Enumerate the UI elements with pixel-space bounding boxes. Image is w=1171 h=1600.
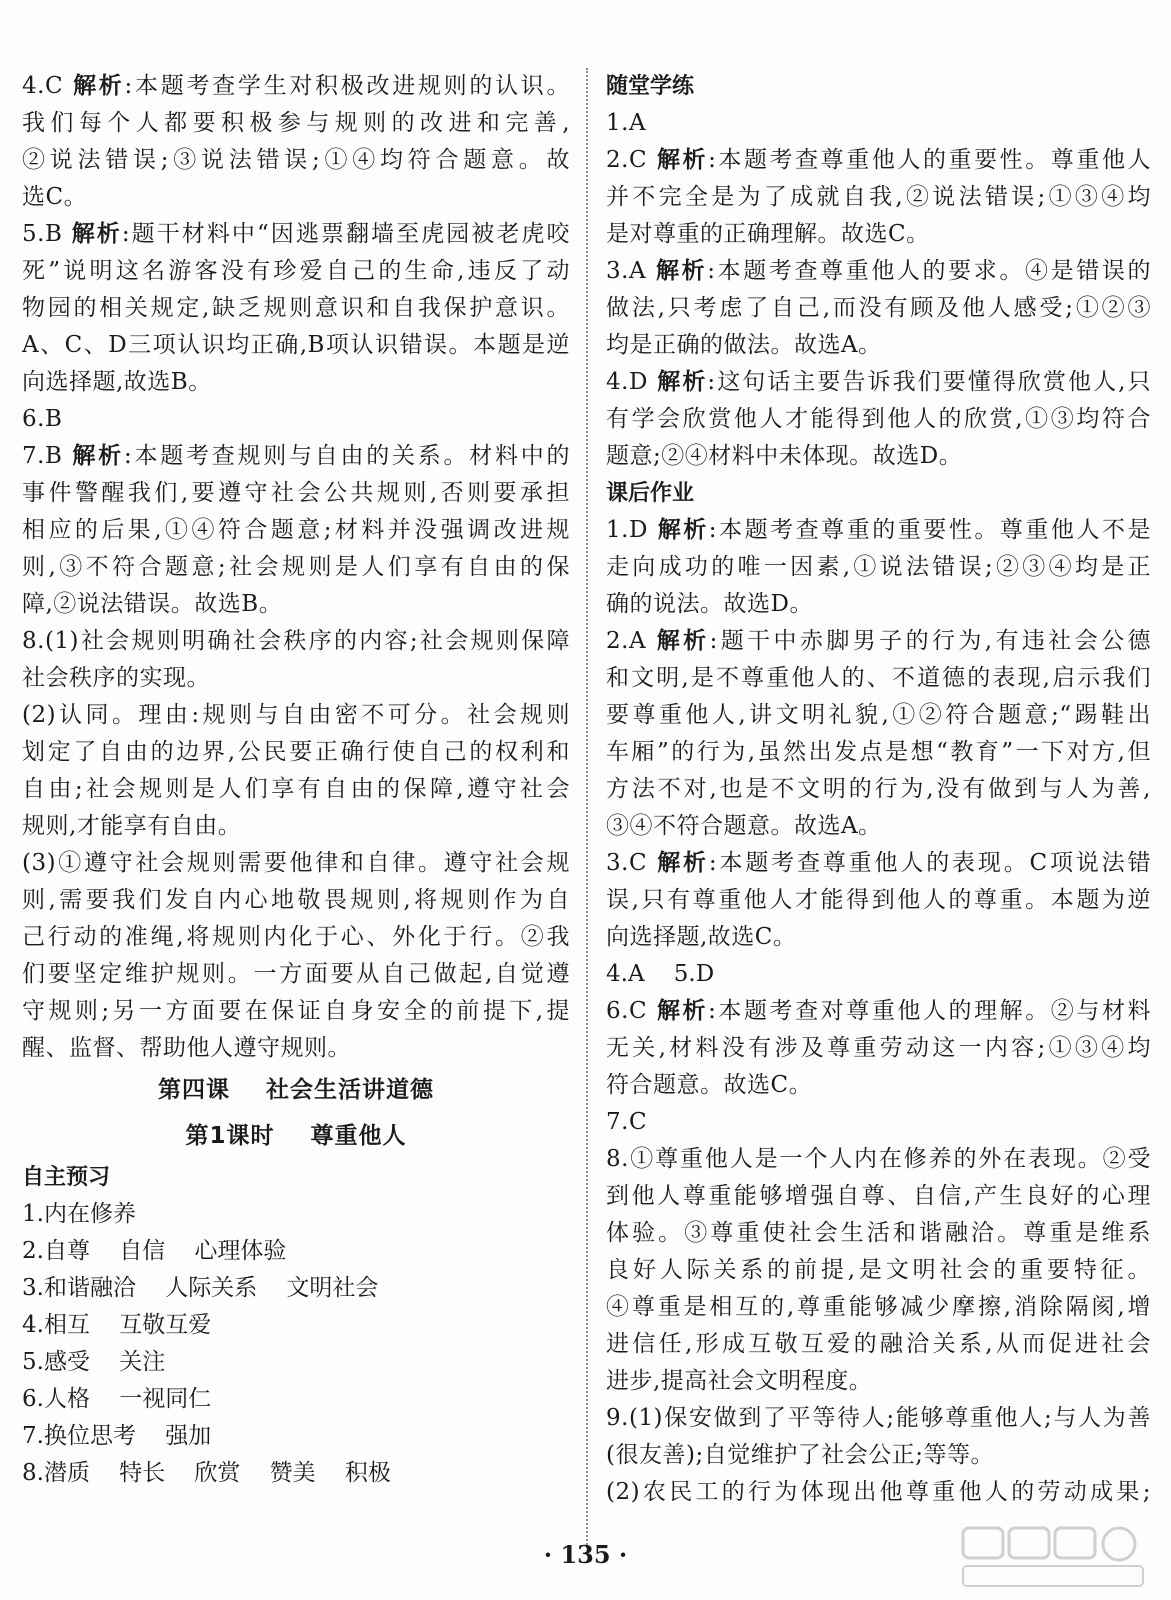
- answer-line: 自由;社会规则是人们享有自由的保障,遵守社会: [22, 776, 570, 802]
- answer-line: 无关,材料没有涉及尊重劳动这一内容;①③④均: [606, 1035, 1151, 1061]
- answer-line: 则,③不符合题意;社会规则是人们享有自由的保: [22, 554, 570, 580]
- answer-line: 9.(1)保安做到了平等待人;能够尊重他人;与人为善: [606, 1405, 1151, 1431]
- answer-line: 方法不对,也是不文明的行为,没有做到与人为善,: [606, 776, 1151, 802]
- answer-line: 选C。: [22, 184, 88, 210]
- answer-line: 1.D 解析:本题考查尊重的重要性。尊重他人不是: [606, 517, 1151, 543]
- answer-line: 规则,才能享有自由。: [22, 813, 242, 839]
- answer-line: 8.(1)社会规则明确社会秩序的内容;社会规则保障: [22, 628, 570, 654]
- section-heading-class-practice: 随堂学练: [606, 74, 695, 99]
- answer-line: 社会秩序的实现。: [22, 665, 210, 691]
- answer-line: A、C、D三项认识均正确,B项认识错误。本题是逆: [22, 332, 570, 358]
- answer-line: (2)农民工的行为体现出他尊重他人的劳动成果;: [606, 1479, 1151, 1505]
- answer-line: 并不完全是为了成就自我,②说法错误;①③④均: [606, 184, 1151, 210]
- preview-item: 4.相互 互敬互爱: [22, 1312, 212, 1338]
- answer-line: 良好人际关系的前提,是文明社会的重要特征。: [606, 1257, 1151, 1283]
- section-heading-preview: 自主预习: [22, 1165, 111, 1190]
- preview-item: 3.和谐融洽 人际关系 文明社会: [22, 1275, 379, 1301]
- answer-line: 相应的后果,①④符合题意;材料并没强调改进规: [22, 517, 570, 543]
- answer-line: 5.B 解析:题干材料中“因逃票翻墙至虎园被老虎咬: [22, 221, 570, 247]
- answer-line: 误,只有尊重他人才能得到他人的尊重。本题为逆: [606, 887, 1151, 913]
- section-heading-homework: 课后作业: [606, 481, 695, 506]
- answer-line: 向选择题,故选C。: [606, 924, 797, 950]
- answer-line: 做法,只考虑了自己,而没有顾及他人感受;①②③: [606, 295, 1151, 321]
- chapter-title: 第四课 社会生活讲道德: [157, 1076, 435, 1103]
- answer-line: 己行动的准绳,将规则内化于心、外化于行。②我: [22, 924, 570, 950]
- answer-line: 确的说法。故选D。: [606, 591, 813, 617]
- preview-item: 2.自尊 自信 心理体验: [22, 1238, 287, 1264]
- answer-line: 3.C 解析:本题考查尊重他人的表现。C项说法错: [606, 850, 1151, 876]
- answer-line: 事件警醒我们,要遵守社会公共规则,否则要承担: [22, 480, 570, 506]
- answer-line: ③④不符合题意。故选A。: [606, 813, 882, 839]
- answer-line: (很友善);自觉维护了社会公正;等等。: [606, 1442, 994, 1468]
- answer-line: 4.C 解析:本题考查学生对积极改进规则的认识。: [22, 73, 570, 99]
- answer-line: 到他人尊重能够增强自尊、自信,产生良好的心理: [606, 1183, 1151, 1209]
- answer-line: ②说法错误;③说法错误;①④均符合题意。故: [22, 147, 570, 173]
- answer-line: 物园的相关规定,缺乏规则意识和自我保护意识。: [22, 295, 570, 321]
- column-divider: [586, 68, 588, 1548]
- answer-line: (3)①遵守社会规则需要他律和自律。遵守社会规: [22, 850, 570, 876]
- answer-line: 体验。③尊重使社会生活和谐融洽。尊重是维系: [606, 1220, 1151, 1246]
- answer-line: 和文明,是不尊重他人的、不道德的表现,启示我们: [606, 665, 1151, 691]
- answer-line: 要尊重他人,讲文明礼貌,①②符合题意;“踢鞋出: [606, 702, 1151, 728]
- answer-line: 均是正确的做法。故选A。: [606, 332, 882, 358]
- answer-line: ④尊重是相互的,尊重能够减少摩擦,消除隔阂,增: [606, 1294, 1151, 1320]
- answer-line: 3.A 解析:本题考查尊重他人的要求。④是错误的: [606, 258, 1151, 284]
- answer-line: 6.C 解析:本题考查对尊重他人的理解。②与材料: [606, 998, 1151, 1024]
- watermark-logo: [959, 1522, 1149, 1592]
- answer-line: 1.A: [606, 110, 647, 136]
- preview-item: 8.潜质 特长 欣赏 赞美 积极: [22, 1460, 391, 1486]
- answer-line: 们要坚定维护规则。一方面要从自己做起,自觉遵: [22, 961, 570, 987]
- answer-line: (2)认同。理由:规则与自由密不可分。社会规则: [22, 702, 570, 728]
- answer-line: 车厢”的行为,虽然出发点是想“教育”一下对方,但: [606, 739, 1151, 765]
- right-column: [606, 68, 1151, 1511]
- answer-line: 4.D 解析:这句话主要告诉我们要懂得欣赏他人,只: [606, 369, 1151, 395]
- answer-line: 向选择题,故选B。: [22, 369, 212, 395]
- answer-line: 8.①尊重他人是一个人内在修养的外在表现。②受: [606, 1146, 1151, 1172]
- answer-line: 4.A 5.D: [606, 961, 715, 987]
- answer-line: 进信任,形成互敬互爱的融洽关系,从而促进社会: [606, 1331, 1151, 1357]
- preview-item: 5.感受 关注: [22, 1349, 166, 1375]
- answer-line: 醒、监督、帮助他人遵守规则。: [22, 1035, 351, 1061]
- answer-line: 我们每个人都要积极参与规则的改进和完善,: [22, 110, 570, 136]
- answer-line: 障,②说法错误。故选B。: [22, 591, 283, 617]
- answer-line: 则,需要我们发自内心地敬畏规则,将规则作为自: [22, 887, 570, 913]
- page-number: · 135 ·: [543, 1540, 628, 1569]
- answer-line: 6.B: [22, 406, 63, 432]
- answer-line: 7.B 解析:本题考查规则与自由的关系。材料中的: [22, 443, 570, 469]
- answer-line: 7.C: [606, 1109, 648, 1135]
- left-column: [22, 68, 570, 1492]
- answer-line: 死”说明这名游客没有珍爱自己的生命,违反了动: [22, 258, 570, 284]
- answer-line: 走向成功的唯一因素,①说法错误;②③④均是正: [606, 554, 1151, 580]
- answer-line: 守规则;另一方面要在保证自身安全的前提下,提: [22, 998, 570, 1024]
- answer-line: 2.C 解析:本题考查尊重他人的重要性。尊重他人: [606, 147, 1151, 173]
- answer-line: 进步,提高社会文明程度。: [606, 1368, 873, 1394]
- answer-line: 2.A 解析:题干中赤脚男子的行为,有违社会公德: [606, 628, 1151, 654]
- preview-item: 7.换位思考 强加: [22, 1423, 212, 1449]
- preview-item: 6.人格 一视同仁: [22, 1386, 212, 1412]
- answer-line: 题意;②④材料中未体现。故选D。: [606, 443, 963, 469]
- answer-line: 划定了自由的边界,公民要正确行使自己的权利和: [22, 739, 570, 765]
- preview-item: 1.内在修养: [22, 1201, 136, 1227]
- answer-line: 是对尊重的正确理解。故选C。: [606, 221, 930, 247]
- lesson-title: 第1课时 尊重他人: [185, 1123, 407, 1149]
- answer-line: 有学会欣赏他人才能得到他人的欣赏,①③均符合: [606, 406, 1151, 432]
- answer-line: 符合题意。故选C。: [606, 1072, 813, 1098]
